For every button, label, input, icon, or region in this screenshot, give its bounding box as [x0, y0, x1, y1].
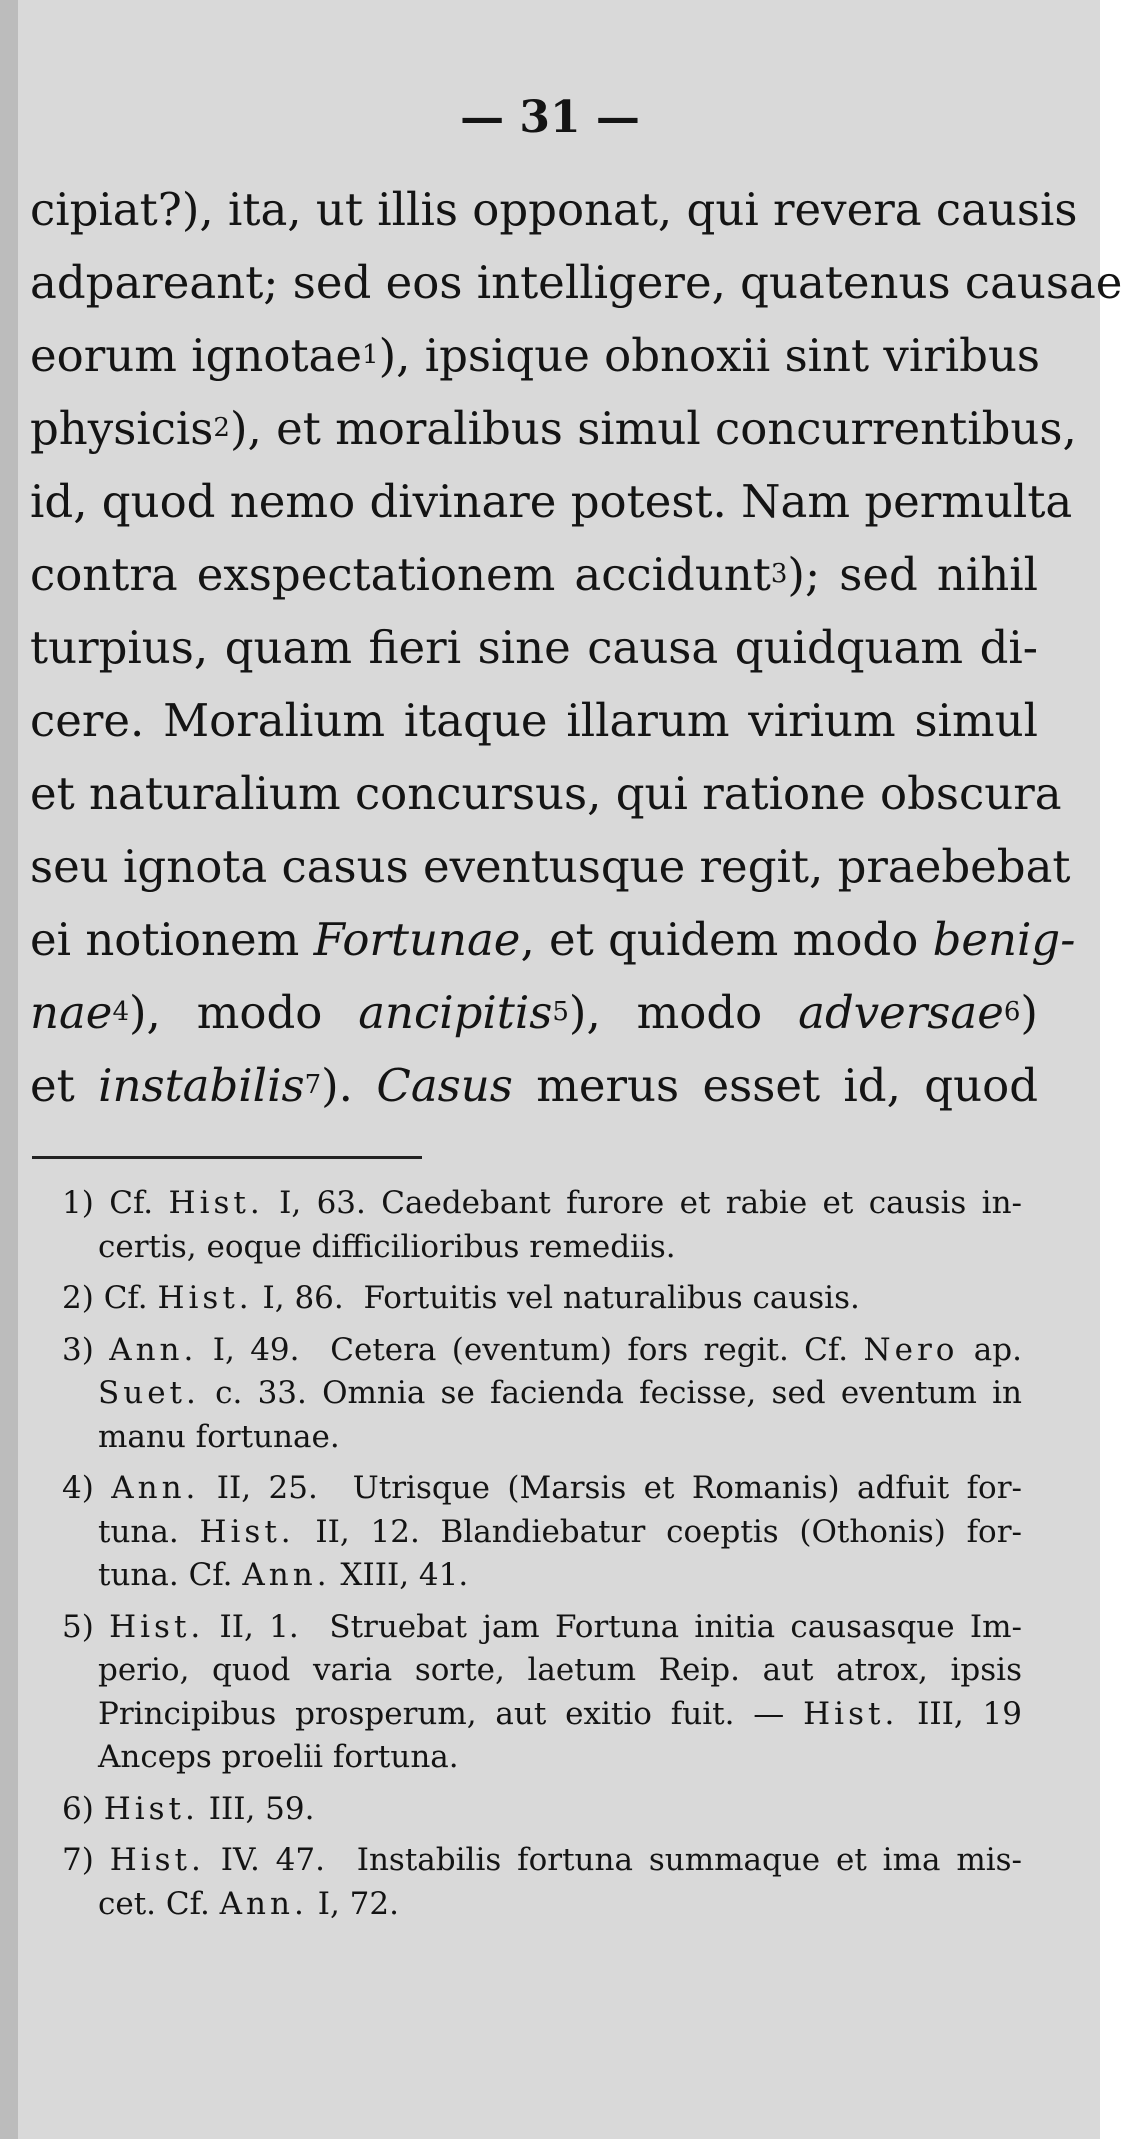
text-span: Fortuitis vel naturalibus causis. [363, 1280, 860, 1316]
italic-term: Casus [376, 1059, 513, 1112]
source-reference: Ann. [109, 1331, 198, 1368]
footnote-5 [62, 1606, 1022, 1780]
text-span: seu ignota casus eventusque regit, praebebat [30, 840, 1071, 893]
footnote-line [62, 1554, 1022, 1598]
text-span: merus esset id, quod [512, 1059, 1038, 1112]
footnote-7 [62, 1839, 1022, 1926]
text-span: perio, quod varia sorte, laetum Reip. aut atrox, ipsis [98, 1652, 1022, 1688]
text-line [30, 465, 1073, 538]
text-span: Struebat jam Fortuna initia causasque Im- [329, 1608, 1022, 1645]
text-line [30, 830, 1071, 903]
footnote-marker: 1 [362, 340, 379, 370]
text-span: ), et moralibus simul concurrentibus, [229, 402, 1077, 455]
text-span: tuna. [98, 1513, 200, 1550]
footnote-divider [32, 1156, 422, 1159]
footnote-number: 5) [62, 1608, 94, 1645]
footnote-number: 4) [62, 1470, 94, 1506]
text-span: Cf. [109, 1185, 169, 1221]
text-line [30, 684, 1038, 757]
italic-term: Fortunae [313, 913, 521, 966]
text-span: manu fortunae. [98, 1418, 340, 1455]
footnote-marker: 3 [770, 559, 788, 589]
text-span: ) [1020, 986, 1038, 1039]
page-gutter-shadow [0, 0, 18, 2139]
text-span: contra exspectationem accidunt [30, 548, 771, 601]
text-span: I, 63. [263, 1185, 366, 1221]
text-span: , et quidem modo [520, 913, 933, 966]
text-line [30, 976, 1038, 1049]
footnote-marker: 5 [552, 997, 569, 1027]
source-reference: Ann. [242, 1557, 331, 1593]
text-line [30, 319, 1041, 392]
text-line [30, 173, 1078, 246]
text-span: ), ipsique obnoxii sint viribus [378, 329, 1041, 382]
source-reference: Nero [863, 1331, 959, 1368]
footnote-line [62, 1372, 1022, 1416]
source-reference: Ann. [219, 1885, 308, 1922]
text-span: et naturalium concursus, qui ratione obscura [30, 767, 1062, 820]
source-reference: Hist. [103, 1790, 199, 1827]
footnote-marker: 4 [112, 997, 129, 1027]
italic-term: benig- [932, 913, 1076, 966]
text-span: ); sed nihil [787, 548, 1038, 601]
main-text-body [30, 173, 1123, 1122]
text-span: eorum ignotae [30, 329, 363, 382]
text-span: II, 12. Blandiebatur coeptis (Othonis) for- [294, 1513, 1023, 1550]
text-span: cet. Cf. [98, 1885, 220, 1922]
text-span: ). [321, 1059, 377, 1112]
text-span: cipiat?), ita, ut illis opponat, qui revera causis [30, 183, 1078, 236]
text-span: III, 59. [198, 1790, 315, 1827]
text-span: turpius, quam fieri sine causa quidquam di- [30, 621, 1038, 674]
text-span: ), modo [129, 986, 359, 1039]
footnote-line [62, 1226, 1022, 1270]
source-reference: Hist. [803, 1695, 899, 1732]
text-span: et [30, 1059, 99, 1112]
footnote-marker: 7 [304, 1070, 322, 1100]
text-span: c. 33. Omnia se facienda fecisse, sed eventum in [199, 1375, 1022, 1411]
footnote-line [62, 1883, 1022, 1927]
text-span: cere. Moralium itaque illarum virium simul [30, 694, 1038, 747]
source-reference: Suet. [98, 1375, 200, 1411]
footnote-line [62, 1606, 1022, 1650]
footnote-line [62, 1467, 1022, 1511]
footnote-line [62, 1511, 1022, 1555]
text-span: I, 49. [197, 1331, 300, 1368]
footnote-line [62, 1182, 1022, 1226]
text-span: III, 19 [898, 1695, 1022, 1732]
source-reference: Hist. [168, 1185, 264, 1221]
text-span: physicis [30, 402, 214, 455]
footnote-line [62, 1649, 1022, 1693]
footnote-1 [62, 1182, 1022, 1269]
footnote-6 [62, 1788, 1022, 1832]
text-span: ), modo [568, 986, 799, 1039]
text-span: Utrisque (Marsis et Romanis) adfuit for- [352, 1470, 1022, 1506]
italic-term: adversae [798, 986, 1004, 1039]
text-span: adpareant; sed eos intelligere, quatenus causae [30, 256, 1123, 309]
text-line [30, 903, 1076, 976]
text-line [30, 392, 1077, 465]
footnotes [62, 1182, 1022, 1926]
text-span: I, 86. [252, 1280, 344, 1316]
footnote-number: 3) [62, 1331, 94, 1368]
italic-term: instabilis [98, 1059, 305, 1112]
text-line [30, 1049, 1038, 1122]
footnote-marker: 6 [1003, 997, 1021, 1027]
footnote-line [62, 1693, 1022, 1737]
text-span: XIII, 41. [330, 1557, 469, 1593]
text-span: I, 72. [307, 1885, 399, 1922]
italic-term: ancipitis [358, 986, 553, 1039]
text-span: certis, eoque difficilioribus remediis. [98, 1228, 676, 1265]
footnote-line [62, 1839, 1022, 1883]
footnote-number: 2) [62, 1280, 94, 1316]
source-reference: Hist. [157, 1280, 253, 1316]
page-number: — 31 — [460, 92, 640, 143]
footnote-line [62, 1788, 1022, 1832]
text-span: tuna. Cf. [98, 1557, 243, 1593]
italic-term: nae [30, 986, 113, 1039]
footnote-marker: 2 [213, 413, 230, 443]
text-span: Principibus prosperum, aut exitio fuit. — [98, 1695, 804, 1732]
text-line [30, 611, 1038, 684]
text-span: ei notionem [30, 913, 314, 966]
text-span: Cf. [103, 1280, 158, 1316]
source-reference: Hist. [109, 1608, 205, 1645]
text-span: Cetera (eventum) fors regit. Cf. [330, 1331, 864, 1368]
text-line [30, 246, 1123, 319]
source-reference: Hist. [199, 1513, 295, 1550]
footnote-line [62, 1329, 1022, 1373]
text-span: Instabilis fortuna summaque et ima mis- [356, 1842, 1023, 1878]
text-line [30, 538, 1038, 611]
footnote-number: 1) [62, 1185, 94, 1221]
footnote-number: 6) [62, 1790, 94, 1827]
footnote-4 [62, 1467, 1022, 1598]
text-span: II, 25. [199, 1470, 318, 1506]
text-span: ap. [958, 1331, 1022, 1368]
text-line [30, 757, 1062, 830]
footnote-number: 7) [62, 1842, 94, 1878]
footnote-line [62, 1416, 1022, 1460]
source-reference: Hist. [109, 1842, 205, 1878]
footnote-line [62, 1736, 1022, 1780]
text-span: II, 1. [204, 1608, 299, 1645]
footnote-3 [62, 1329, 1022, 1460]
text-span: id, quod nemo divinare potest. Nam permulta [30, 475, 1073, 528]
footnote-line [62, 1277, 1022, 1321]
footnote-2 [62, 1277, 1022, 1321]
text-span: IV. 47. [204, 1842, 325, 1878]
text-span: Anceps proelii fortuna. [98, 1739, 459, 1775]
text-span: Caedebant furore et rabie et causis in- [381, 1185, 1023, 1221]
source-reference: Ann. [111, 1470, 200, 1506]
